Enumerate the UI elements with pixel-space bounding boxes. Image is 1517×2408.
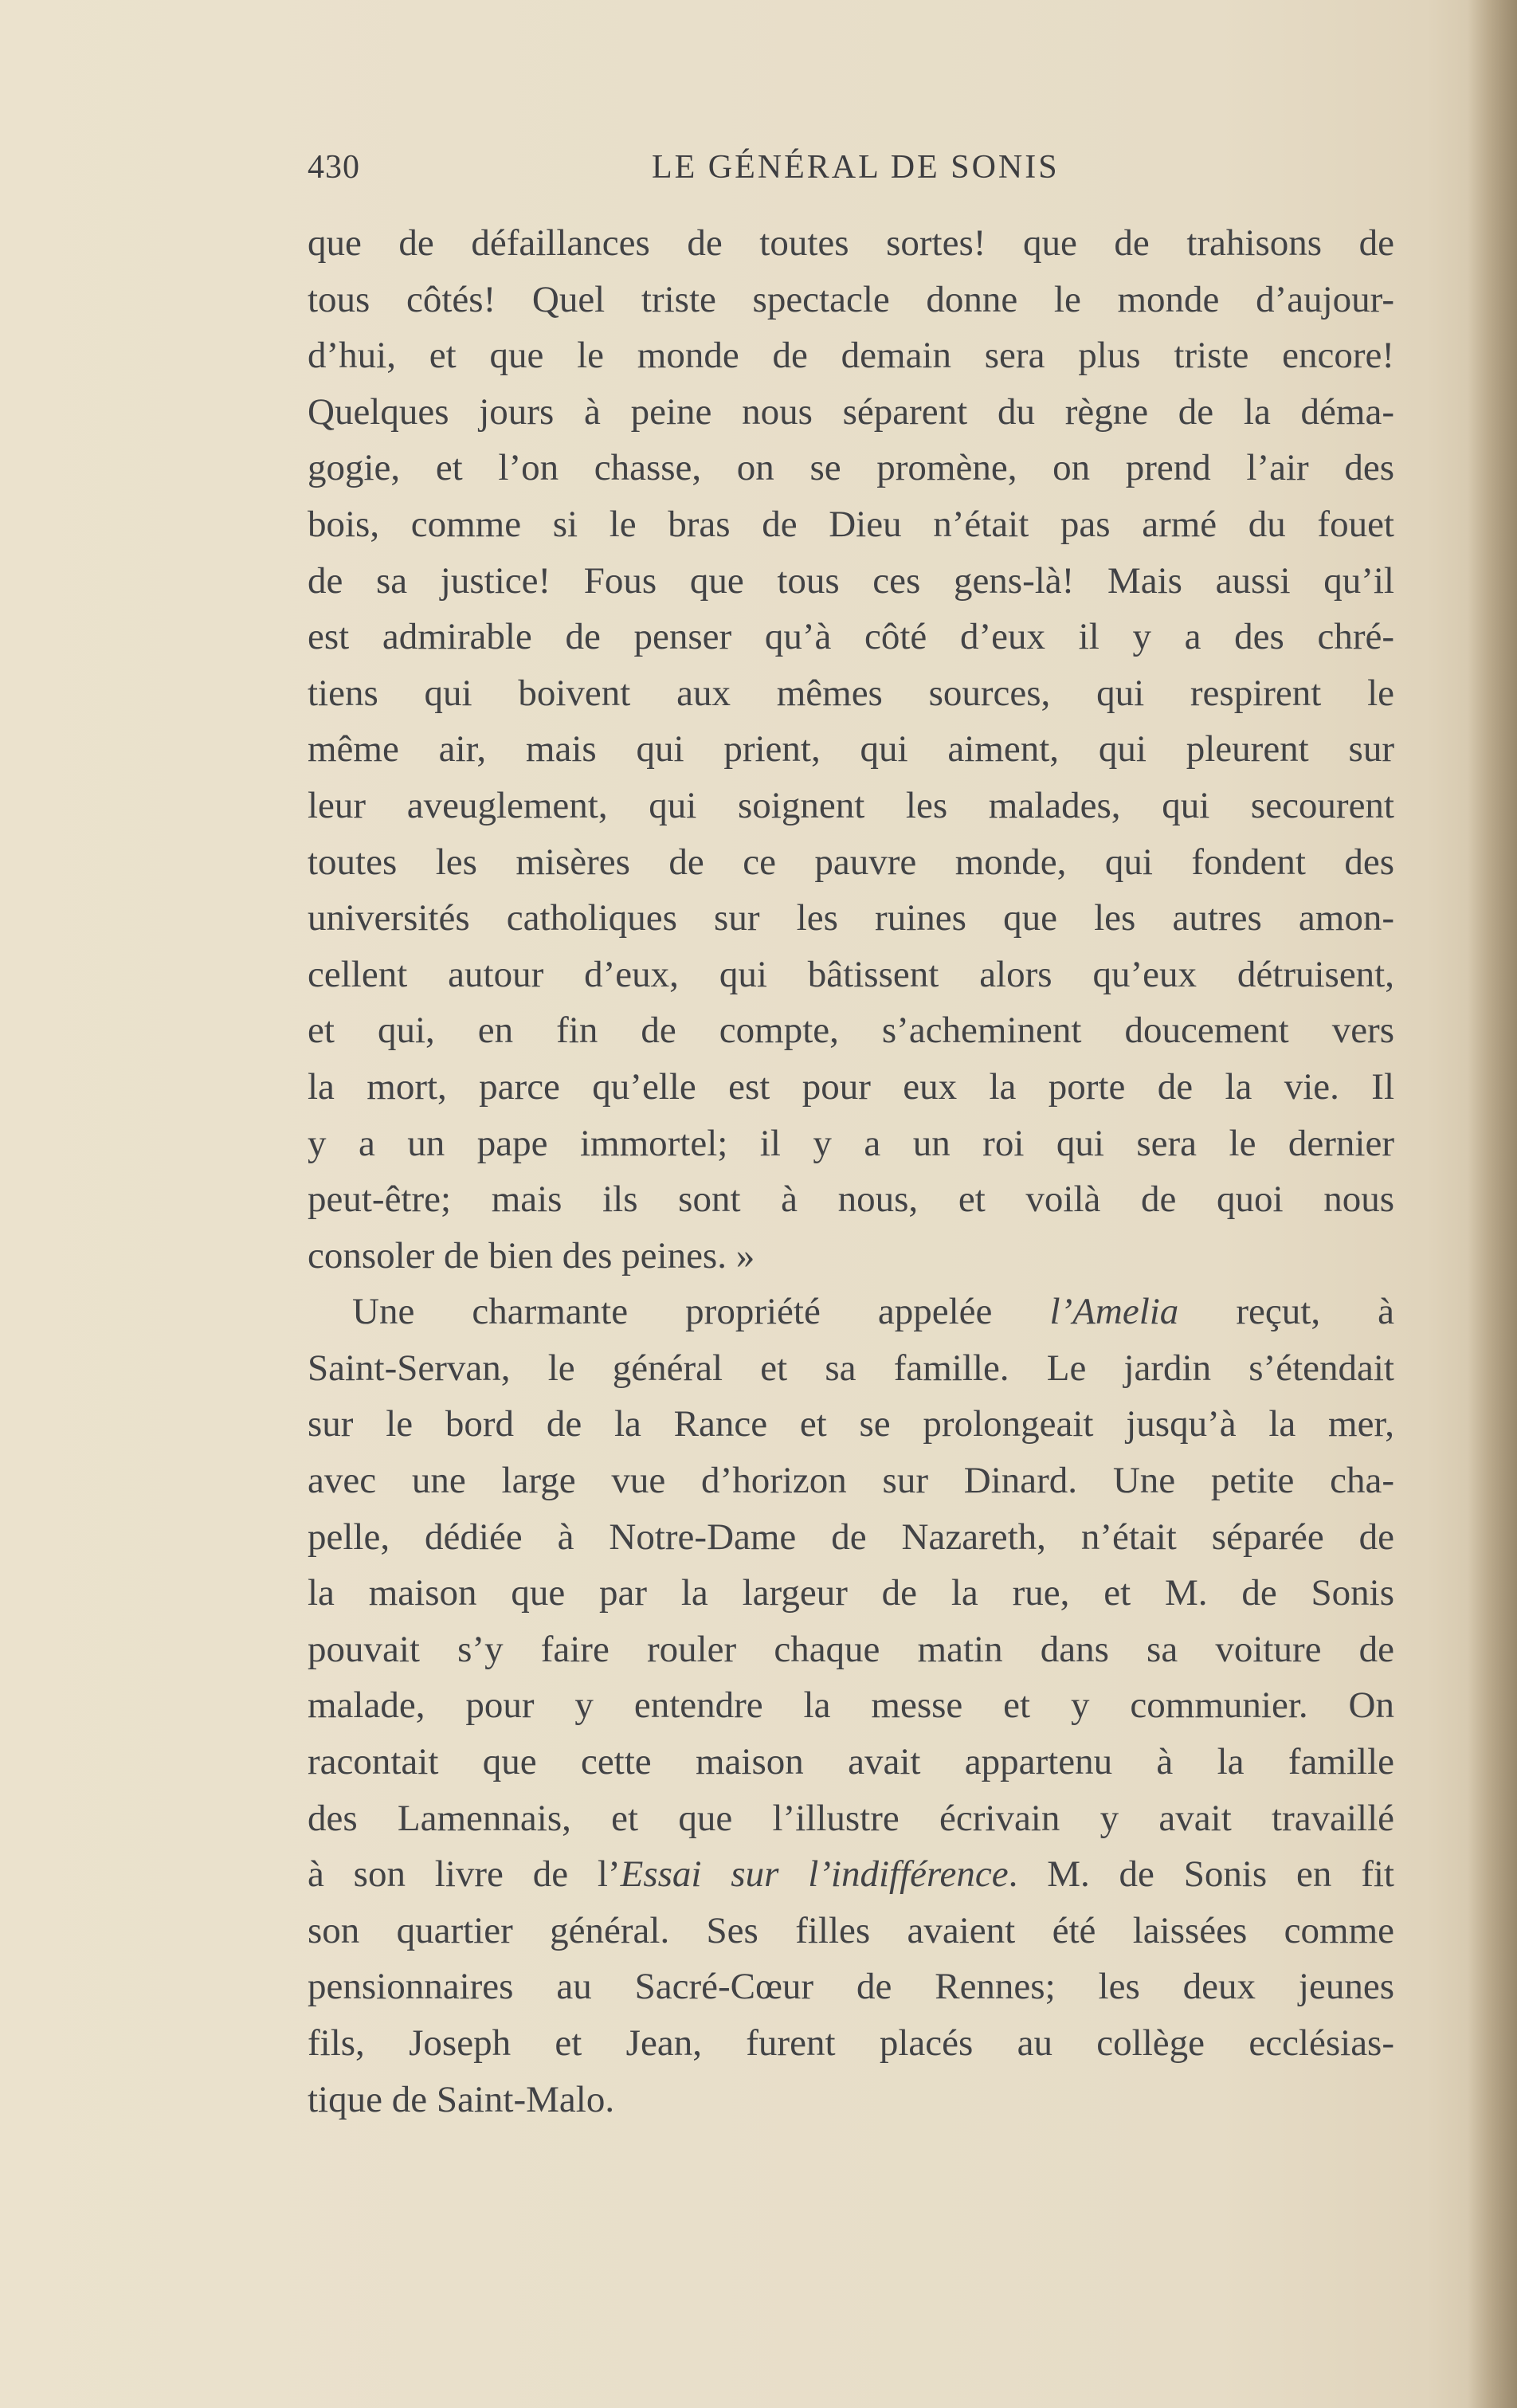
text-line: peut-être; mais ils sont à nous, et voilà de quoi nous — [308, 1179, 1394, 1221]
page-gutter-shadow — [1468, 0, 1517, 2408]
text-line: y a un pape immortel; il y a un roi qui sera le dernier — [308, 1122, 1394, 1164]
paragraph-letter-quote — [308, 215, 1394, 1284]
text-run: . M. de Sonis en fit — [1008, 1853, 1394, 1896]
text-run: Une charmante propriété appelée — [352, 1291, 1050, 1333]
text-line: pelle, dédiée à Notre-Dame de Nazareth, n’était séparée de — [308, 1516, 1394, 1558]
text-line — [308, 1846, 1394, 1903]
text-line: Saint-Servan, le général et sa famille. Le jardin s’étendait — [308, 1347, 1394, 1389]
text-line: avec une large vue d’horizon sur Dinard. Une petite cha- — [308, 1460, 1394, 1502]
text-line: pouvait s’y faire rouler chaque matin dans sa voiture de — [308, 1628, 1394, 1670]
text-line: gogie, et l’on chasse, on se promène, on prend l’air des — [308, 447, 1394, 489]
text-line: fils, Joseph et Jean, furent placés au collège ecclésias- — [308, 2022, 1394, 2064]
text-line: son quartier général. Ses filles avaient été laissées comme — [308, 1909, 1394, 1951]
text-line: consoler de bien des peines. » — [308, 1234, 755, 1277]
text-line — [308, 1284, 1394, 1340]
text-line: la mort, parce qu’elle est pour eux la porte de la vie. Il — [308, 1065, 1394, 1108]
running-title: LE GÉNÉRAL DE SONIS — [652, 149, 1060, 186]
text-line: pensionnaires au Sacré-Cœur de Rennes; les deux jeunes — [308, 1966, 1394, 2008]
text-line: universités catholiques sur les ruines que les autres amon- — [308, 897, 1394, 939]
text-line: des Lamennais, et que l’illustre écrivain y avait travaillé — [308, 1797, 1394, 1839]
text-line: la maison que par la largeur de la rue, et M. de Sonis — [308, 1572, 1394, 1614]
text-run: reçut, à — [1178, 1291, 1394, 1333]
text-run: à son livre de l’ — [308, 1853, 621, 1896]
text-line: sur le bord de la Rance et se prolongeait jusqu’à la mer, — [308, 1403, 1394, 1445]
text-line: racontait que cette maison avait appartenu à la famille — [308, 1741, 1394, 1783]
text-line: que de défaillances de toutes sortes! que de trahisons de — [308, 222, 1394, 264]
text-line: est admirable de penser qu’à côté d’eux il y a des chré- — [308, 616, 1394, 658]
text-line: même air, mais qui prient, qui aiment, qui pleurent sur — [308, 728, 1394, 771]
text-line: de sa justice! Fous que tous ces gens-là! Mais aussi qu’il — [308, 559, 1394, 602]
text-line: tiens qui boivent aux mêmes sources, qui respirent le — [308, 672, 1394, 714]
text-line: Quelques jours à peine nous séparent du règne de la déma- — [308, 390, 1394, 433]
paragraph-saint-servan — [308, 1284, 1394, 2128]
text-line: bois, comme si le bras de Dieu n’était pas armé du fouet — [308, 503, 1394, 545]
italic-title-amelia: l’Amelia — [1049, 1291, 1179, 1333]
text-line: tique de Saint-Malo. — [308, 2078, 615, 2120]
body-text — [308, 215, 1394, 2128]
text-line: d’hui, et que le monde de demain sera plus triste encore! — [308, 335, 1394, 377]
text-line: et qui, en fin de compte, s’acheminent doucement vers — [308, 1010, 1394, 1052]
italic-title-essai: Essai sur l’indifférence — [620, 1853, 1009, 1896]
page-header — [308, 148, 1391, 196]
page-number: 430 — [308, 149, 360, 186]
text-line: tous côtés! Quel triste spectacle donne le monde d’aujour- — [308, 278, 1394, 320]
text-line: toutes les misères de ce pauvre monde, qui fondent des — [308, 841, 1394, 883]
text-line: cellent autour d’eux, qui bâtissent alors qu’eux détruisent, — [308, 953, 1394, 995]
text-line: malade, pour y entendre la messe et y communier. On — [308, 1684, 1394, 1727]
text-line: leur aveuglement, qui soignent les malades, qui secourent — [308, 784, 1394, 826]
